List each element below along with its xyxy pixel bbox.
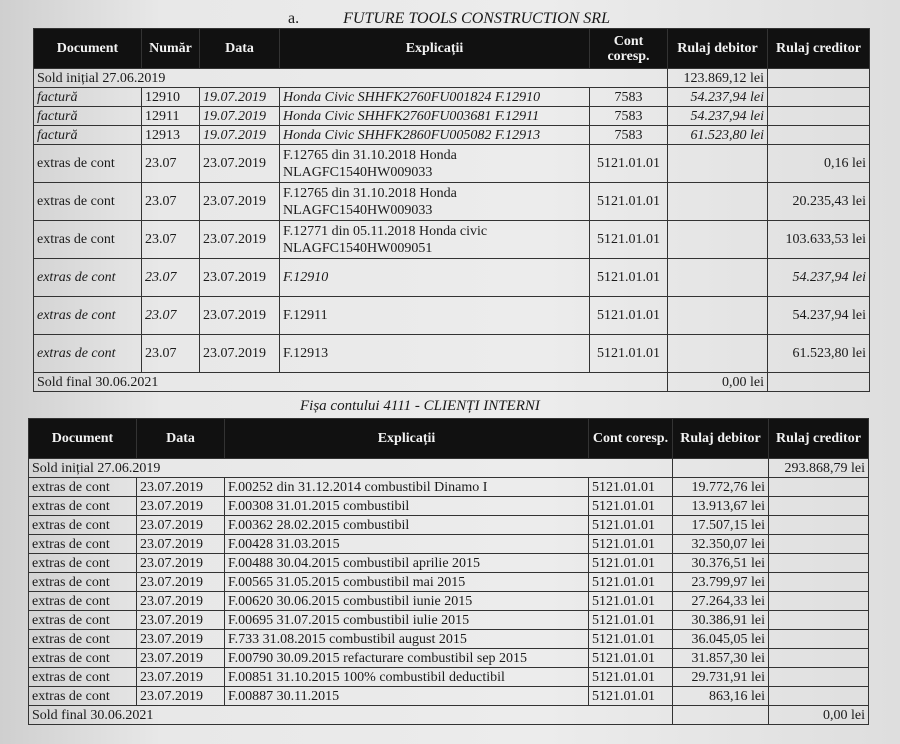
cell-cont: 5121.01.01 bbox=[589, 573, 673, 592]
cell-document: extras de cont bbox=[29, 497, 137, 516]
col-header-debit: Rulaj debitor bbox=[673, 419, 769, 459]
sold-final-debit: 0,00 lei bbox=[668, 373, 768, 392]
cell-data: 23.07.2019 bbox=[137, 649, 225, 668]
cell-document: extras de cont bbox=[29, 630, 137, 649]
sold-final-label: Sold final 30.06.2021 bbox=[34, 373, 668, 392]
sold-initial-debit: 123.869,12 lei bbox=[668, 69, 768, 88]
sold-initial-debit bbox=[673, 459, 769, 478]
sold-final-debit bbox=[673, 706, 769, 725]
cell-cont: 5121.01.01 bbox=[590, 221, 668, 259]
cell-debit: 19.772,76 lei bbox=[673, 478, 769, 497]
col-header-data: Data bbox=[137, 419, 225, 459]
cell-explicatii: Honda Civic SHHFK2760FU003681 F.12911 bbox=[280, 107, 590, 126]
col-header-explicatii: Explicații bbox=[280, 29, 590, 69]
cell-document: extras de cont bbox=[34, 221, 142, 259]
cell-debit: 29.731,91 lei bbox=[673, 668, 769, 687]
table-row bbox=[34, 88, 870, 107]
cell-explicatii: F.00887 30.11.2015 bbox=[225, 687, 589, 706]
cell-data: 23.07.2019 bbox=[137, 630, 225, 649]
cell-credit bbox=[769, 687, 869, 706]
cell-data: 23.07.2019 bbox=[200, 221, 280, 259]
company-heading bbox=[288, 10, 748, 30]
cell-explicatii: Honda Civic SHHFK2860FU005082 F.12913 bbox=[280, 126, 590, 145]
cell-debit: 30.386,91 lei bbox=[673, 611, 769, 630]
table-row bbox=[34, 221, 870, 259]
cell-explicatii: F.12765 din 31.10.2018 Honda NLAGFC1540HW009033 bbox=[280, 183, 590, 221]
cell-data: 19.07.2019 bbox=[200, 126, 280, 145]
cell-data: 19.07.2019 bbox=[200, 107, 280, 126]
table-row bbox=[29, 554, 869, 573]
cell-document: extras de cont bbox=[34, 183, 142, 221]
cell-cont: 5121.01.01 bbox=[589, 516, 673, 535]
cell-data: 23.07.2019 bbox=[200, 145, 280, 183]
cell-cont: 7583 bbox=[590, 126, 668, 145]
cell-explicatii: F.00851 31.10.2015 100% combustibil deductibil bbox=[225, 668, 589, 687]
cell-debit bbox=[668, 259, 768, 297]
cell-credit: 103.633,53 lei bbox=[768, 221, 870, 259]
cell-data: 23.07.2019 bbox=[137, 478, 225, 497]
company-name: FUTURE TOOLS CONSTRUCTION SRL bbox=[343, 10, 610, 27]
cell-explicatii: F.12910 bbox=[280, 259, 590, 297]
table-row bbox=[34, 126, 870, 145]
cell-data: 23.07.2019 bbox=[200, 297, 280, 335]
cell-credit bbox=[769, 611, 869, 630]
sold-final-credit: 0,00 lei bbox=[769, 706, 869, 725]
table-row bbox=[29, 687, 869, 706]
cell-data: 23.07.2019 bbox=[137, 573, 225, 592]
table-row bbox=[29, 668, 869, 687]
col-header-explicatii: Explicații bbox=[225, 419, 589, 459]
cell-data: 23.07.2019 bbox=[137, 516, 225, 535]
cell-credit bbox=[769, 516, 869, 535]
table-row bbox=[29, 592, 869, 611]
table-row bbox=[29, 516, 869, 535]
cell-credit: 54.237,94 lei bbox=[768, 297, 870, 335]
col-header-cont: Cont coresp. bbox=[589, 419, 673, 459]
col-header-debit: Rulaj debitor bbox=[668, 29, 768, 69]
table-row bbox=[29, 497, 869, 516]
sold-initial-row bbox=[29, 459, 869, 478]
cell-credit bbox=[769, 554, 869, 573]
cell-document: factură bbox=[34, 107, 142, 126]
section-letter: a. bbox=[288, 10, 300, 27]
col-header-data: Data bbox=[200, 29, 280, 69]
cell-explicatii: F.00565 31.05.2015 combustibil mai 2015 bbox=[225, 573, 589, 592]
cell-cont: 7583 bbox=[590, 107, 668, 126]
cell-debit: 32.350,07 lei bbox=[673, 535, 769, 554]
cell-explicatii: F.12911 bbox=[280, 297, 590, 335]
ledger-table-1 bbox=[33, 28, 870, 392]
cell-document: factură bbox=[34, 126, 142, 145]
cell-cont: 5121.01.01 bbox=[589, 630, 673, 649]
cell-data: 19.07.2019 bbox=[200, 88, 280, 107]
cell-cont: 5121.01.01 bbox=[589, 649, 673, 668]
cell-data: 23.07.2019 bbox=[200, 259, 280, 297]
cell-document: extras de cont bbox=[29, 535, 137, 554]
cell-cont: 5121.01.01 bbox=[589, 535, 673, 554]
cell-cont: 5121.01.01 bbox=[589, 592, 673, 611]
cell-cont: 5121.01.01 bbox=[589, 497, 673, 516]
cell-explicatii: F.00428 31.03.2015 bbox=[225, 535, 589, 554]
cell-numar: 23.07 bbox=[142, 335, 200, 373]
cell-numar: 12910 bbox=[142, 88, 200, 107]
cell-credit: 61.523,80 lei bbox=[768, 335, 870, 373]
cell-document: extras de cont bbox=[34, 259, 142, 297]
cell-cont: 5121.01.01 bbox=[590, 145, 668, 183]
table-row bbox=[29, 573, 869, 592]
cell-credit bbox=[768, 88, 870, 107]
cell-document: extras de cont bbox=[29, 516, 137, 535]
col-header-document: Document bbox=[29, 419, 137, 459]
cell-explicatii: F.00362 28.02.2015 combustibil bbox=[225, 516, 589, 535]
cell-explicatii: F.00308 31.01.2015 combustibil bbox=[225, 497, 589, 516]
cell-debit bbox=[668, 297, 768, 335]
cell-credit: 54.237,94 lei bbox=[768, 259, 870, 297]
cell-credit bbox=[769, 630, 869, 649]
cell-document: extras de cont bbox=[29, 668, 137, 687]
cell-credit bbox=[769, 592, 869, 611]
cell-cont: 5121.01.01 bbox=[590, 297, 668, 335]
cell-debit: 54.237,94 lei bbox=[668, 107, 768, 126]
cell-data: 23.07.2019 bbox=[200, 183, 280, 221]
cell-credit bbox=[769, 649, 869, 668]
cell-numar: 12913 bbox=[142, 126, 200, 145]
table-row bbox=[29, 611, 869, 630]
cell-numar: 23.07 bbox=[142, 297, 200, 335]
col-header-cont: Cont coresp. bbox=[590, 29, 668, 69]
cell-debit: 31.857,30 lei bbox=[673, 649, 769, 668]
cell-document: extras de cont bbox=[29, 573, 137, 592]
cell-numar: 23.07 bbox=[142, 145, 200, 183]
cell-document: extras de cont bbox=[29, 687, 137, 706]
cell-debit: 17.507,15 lei bbox=[673, 516, 769, 535]
cell-explicatii: F.00790 30.09.2015 refacturare combustibil sep 2015 bbox=[225, 649, 589, 668]
cell-credit: 0,16 lei bbox=[768, 145, 870, 183]
cell-debit: 30.376,51 lei bbox=[673, 554, 769, 573]
cell-credit bbox=[769, 668, 869, 687]
cell-numar: 23.07 bbox=[142, 221, 200, 259]
sold-initial-label: Sold inițial 27.06.2019 bbox=[29, 459, 673, 478]
cell-debit bbox=[668, 335, 768, 373]
cell-debit: 13.913,67 lei bbox=[673, 497, 769, 516]
cell-debit: 54.237,94 lei bbox=[668, 88, 768, 107]
cell-data: 23.07.2019 bbox=[200, 335, 280, 373]
cell-document: factură bbox=[34, 88, 142, 107]
cell-data: 23.07.2019 bbox=[137, 535, 225, 554]
cell-credit: 20.235,43 lei bbox=[768, 183, 870, 221]
cell-data: 23.07.2019 bbox=[137, 668, 225, 687]
cell-data: 23.07.2019 bbox=[137, 611, 225, 630]
cell-cont: 5121.01.01 bbox=[589, 478, 673, 497]
cell-explicatii: F.00695 31.07.2015 combustibil iulie 2015 bbox=[225, 611, 589, 630]
col-header-credit: Rulaj creditor bbox=[769, 419, 869, 459]
sold-initial-credit: 293.868,79 lei bbox=[769, 459, 869, 478]
cell-numar: 12911 bbox=[142, 107, 200, 126]
cell-cont: 5121.01.01 bbox=[589, 554, 673, 573]
cell-cont: 5121.01.01 bbox=[590, 183, 668, 221]
cell-document: extras de cont bbox=[29, 554, 137, 573]
cell-data: 23.07.2019 bbox=[137, 687, 225, 706]
cell-credit bbox=[769, 497, 869, 516]
table-row bbox=[34, 259, 870, 297]
table-row bbox=[34, 107, 870, 126]
cell-data: 23.07.2019 bbox=[137, 592, 225, 611]
cell-explicatii: F.12765 din 31.10.2018 Honda NLAGFC1540HW009033 bbox=[280, 145, 590, 183]
sold-initial-row bbox=[34, 69, 870, 88]
cell-numar: 23.07 bbox=[142, 259, 200, 297]
table-row bbox=[34, 335, 870, 373]
table-row bbox=[29, 478, 869, 497]
cell-cont: 7583 bbox=[590, 88, 668, 107]
cell-credit bbox=[769, 535, 869, 554]
sold-final-row bbox=[29, 706, 869, 725]
table-row bbox=[34, 297, 870, 335]
cell-debit bbox=[668, 145, 768, 183]
cell-debit: 36.045,05 lei bbox=[673, 630, 769, 649]
cell-cont: 5121.01.01 bbox=[589, 668, 673, 687]
table-row bbox=[29, 649, 869, 668]
cell-numar: 23.07 bbox=[142, 183, 200, 221]
cell-debit bbox=[668, 183, 768, 221]
cell-debit bbox=[668, 221, 768, 259]
cell-explicatii: F.00488 30.04.2015 combustibil aprilie 2015 bbox=[225, 554, 589, 573]
cell-cont: 5121.01.01 bbox=[590, 335, 668, 373]
cell-document: extras de cont bbox=[29, 592, 137, 611]
sold-initial-credit bbox=[768, 69, 870, 88]
cell-cont: 5121.01.01 bbox=[589, 687, 673, 706]
cell-debit: 863,16 lei bbox=[673, 687, 769, 706]
cell-explicatii: F.733 31.08.2015 combustibil august 2015 bbox=[225, 630, 589, 649]
cell-document: extras de cont bbox=[29, 478, 137, 497]
cell-document: extras de cont bbox=[34, 145, 142, 183]
table-row bbox=[34, 145, 870, 183]
sold-final-row bbox=[34, 373, 870, 392]
sold-final-label: Sold final 30.06.2021 bbox=[29, 706, 673, 725]
account-heading: Fișa contului 4111 - CLIENȚI INTERNI bbox=[300, 398, 540, 414]
cell-debit: 27.264,33 lei bbox=[673, 592, 769, 611]
table-row bbox=[34, 183, 870, 221]
cell-explicatii: F.12913 bbox=[280, 335, 590, 373]
cell-credit bbox=[769, 478, 869, 497]
col-header-numar: Număr bbox=[142, 29, 200, 69]
col-header-document: Document bbox=[34, 29, 142, 69]
cell-explicatii: F.12771 din 05.11.2018 Honda civic NLAGFC1540HW009051 bbox=[280, 221, 590, 259]
cell-credit bbox=[768, 107, 870, 126]
cell-explicatii: F.00620 30.06.2015 combustibil iunie 2015 bbox=[225, 592, 589, 611]
col-header-credit: Rulaj creditor bbox=[768, 29, 870, 69]
ledger-table-2 bbox=[28, 418, 869, 725]
cell-credit bbox=[769, 573, 869, 592]
sold-initial-label: Sold inițial 27.06.2019 bbox=[34, 69, 668, 88]
cell-document: extras de cont bbox=[34, 335, 142, 373]
cell-credit bbox=[768, 126, 870, 145]
cell-explicatii: Honda Civic SHHFK2760FU001824 F.12910 bbox=[280, 88, 590, 107]
cell-cont: 5121.01.01 bbox=[589, 611, 673, 630]
cell-debit: 61.523,80 lei bbox=[668, 126, 768, 145]
table-row bbox=[29, 535, 869, 554]
table-row bbox=[29, 630, 869, 649]
cell-document: extras de cont bbox=[34, 297, 142, 335]
sold-final-credit bbox=[768, 373, 870, 392]
cell-debit: 23.799,97 lei bbox=[673, 573, 769, 592]
cell-data: 23.07.2019 bbox=[137, 554, 225, 573]
cell-document: extras de cont bbox=[29, 611, 137, 630]
cell-cont: 5121.01.01 bbox=[590, 259, 668, 297]
cell-explicatii: F.00252 din 31.12.2014 combustibil Dinamo I bbox=[225, 478, 589, 497]
cell-data: 23.07.2019 bbox=[137, 497, 225, 516]
cell-document: extras de cont bbox=[29, 649, 137, 668]
